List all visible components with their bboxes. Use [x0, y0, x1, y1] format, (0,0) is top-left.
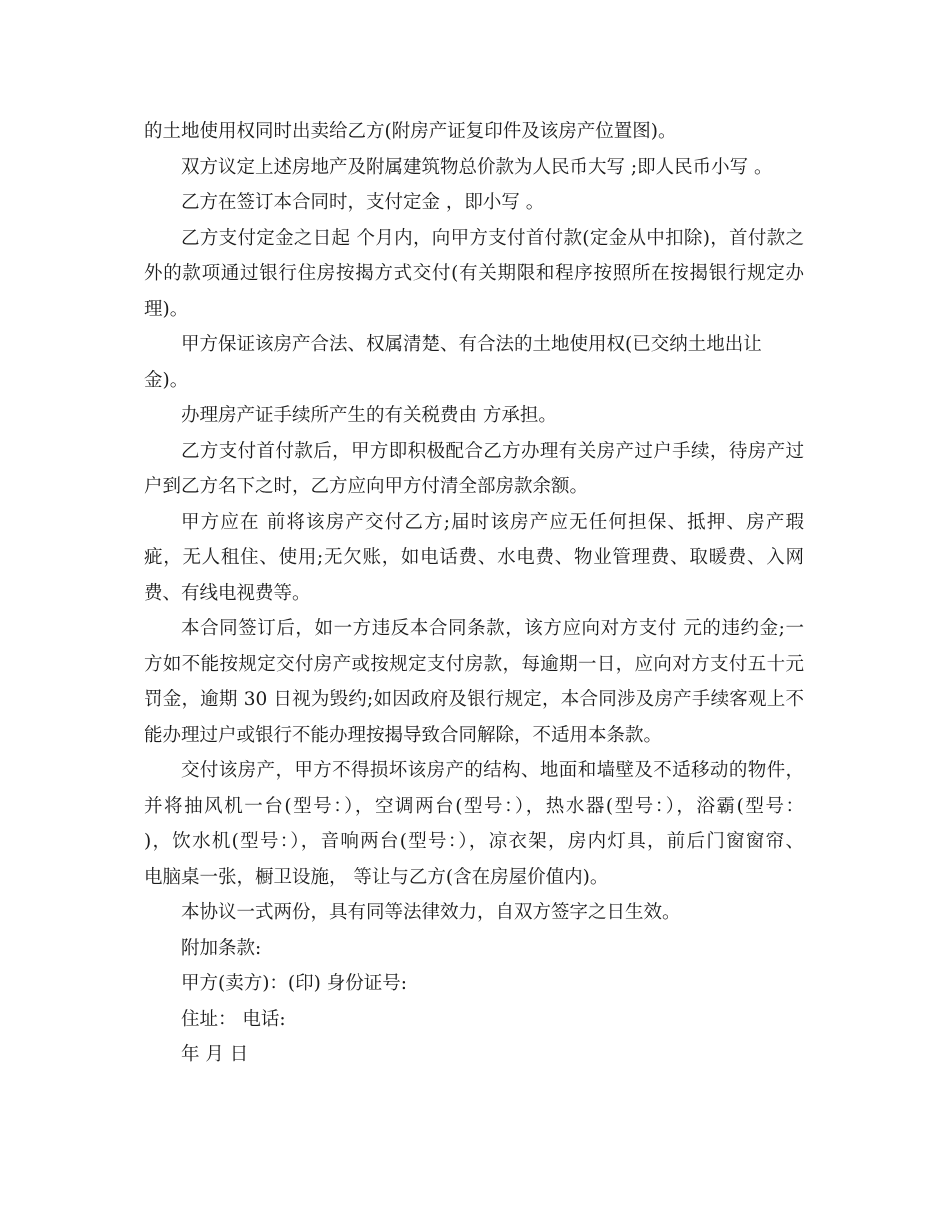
- text-line: 甲方应在 前将该房产交付乙方;届时该房产应无任何担保、抵押、房产瑕: [181, 511, 804, 533]
- text-line: 住址： 电话:: [181, 1008, 286, 1030]
- text-line: 外的款项通过银行住房按揭方式交付(有关期限和程序按照所在按揭银行规定办: [144, 263, 804, 284]
- text-line: 乙方在签订本合同时，支付定金 ，即小写 。: [181, 192, 545, 213]
- text-line: 方如不能按规定交付房产或按规定支付房款，每逾期一日，应向对方支付五十元: [144, 653, 804, 675]
- text-line: 双方议定上述房地产及附属建筑物总价款为人民币大写 ;即人民币小写 。: [181, 156, 773, 178]
- text-line: 年 月 日: [181, 1044, 249, 1065]
- text-line: 并将抽风机一台(型号：），空调两台(型号：），热水器(型号：），浴霸(型号：: [144, 795, 804, 817]
- text-line: 能办理过户或银行不能办理按揭导致合同解除，不适用本条款。: [144, 724, 663, 746]
- text-line: 乙方支付定金之日起 个月内，向甲方支付首付款(定金从中扣除)，首付款之: [181, 227, 804, 249]
- text-line: 本合同签订后，如一方违反本合同条款，该方应向对方支付 元的违约金;一: [181, 618, 804, 639]
- text-line: 交付该房产，甲方不得损坏该房产的结构、地面和墙壁及不适移动的物件，: [181, 760, 804, 781]
- text-line: 本协议一式两份，具有同等法律效力，自双方签字之日生效。: [181, 902, 681, 923]
- text-line: 甲方保证该房产合法、权属清楚、有合法的土地使用权(已交纳土地出让: [181, 334, 762, 355]
- text-line: 乙方支付首付款后，甲方即积极配合乙方办理有关房产过户手续，待房产过: [181, 440, 804, 462]
- text-line: 甲方(卖方)：(印) 身份证号:: [181, 973, 407, 994]
- text-line: 费、有线电视费等。: [144, 582, 311, 604]
- text-line: 罚金，逾期 30 日视为毁约;如因政府及银行规定，本合同涉及房产手续客观上不: [144, 689, 804, 710]
- text-line: 办理房产证手续所产生的有关税费由 方承担。: [181, 405, 557, 426]
- text-line: 理)。: [144, 298, 189, 320]
- text-line: 金)。: [144, 369, 189, 391]
- text-line: 附加条款:: [181, 937, 262, 959]
- text-line: 的土地使用权同时出卖给乙方(附房产证复印件及该房产位置图)。: [144, 121, 677, 142]
- text-line: )，饮水机(型号：），音响两台(型号：），凉衣架，房内灯具，前后门窗窗帘、: [144, 831, 804, 852]
- text-line: 疵，无人租住、使用;无欠账，如电话费、水电费、物业管理费、取暖费、入网: [144, 547, 804, 568]
- contract-body: [144, 114, 804, 1073]
- text-line: 户到乙方名下之时，乙方应向甲方付清全部房款余额。: [144, 476, 589, 497]
- text-line: 电脑桌一张，橱卫设施， 等让与乙方(含在房屋价值内)。: [144, 866, 609, 888]
